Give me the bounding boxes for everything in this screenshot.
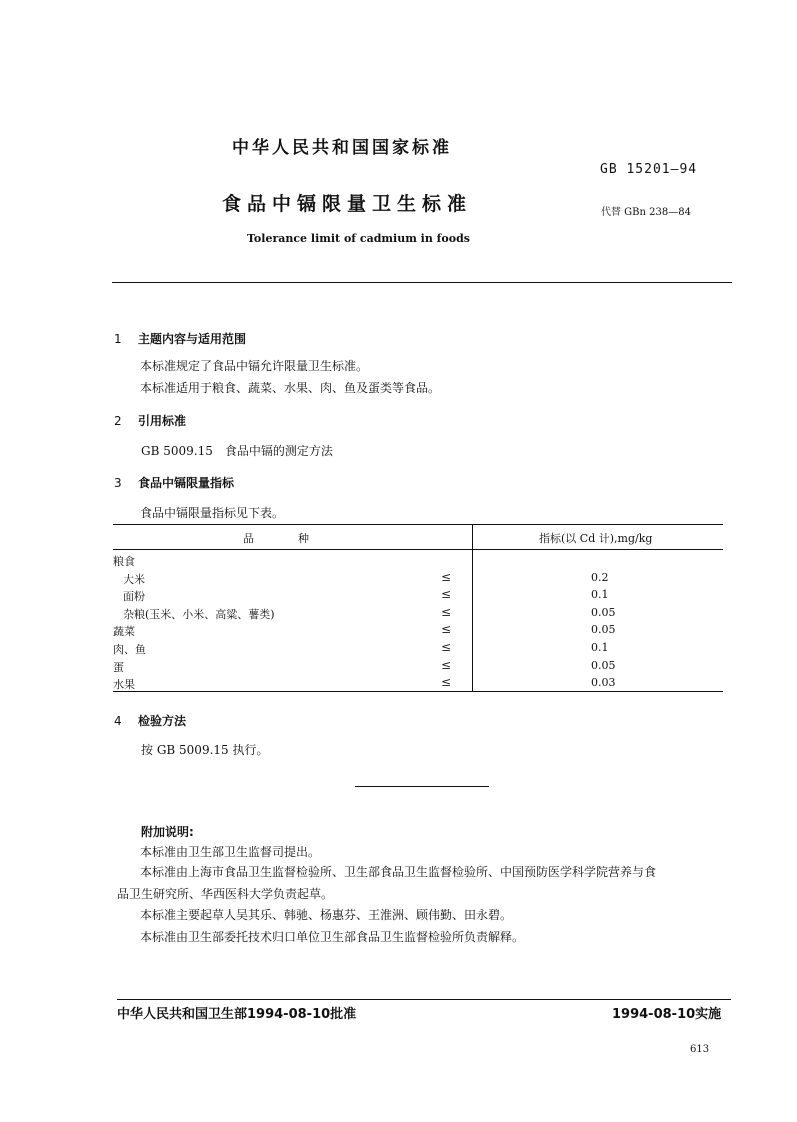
note-line: 本标准由卫生部委托技术归口单位卫生部食品卫生监督检验所负责解释。	[140, 930, 525, 944]
food-category: 杂粮(玉米、小米、高粱、薯类)	[123, 607, 275, 621]
header-char: 品	[243, 532, 254, 545]
table-row	[113, 606, 723, 623]
less-equal-sign: ≤	[441, 604, 452, 619]
test-method-text: 按 GB 5009.15 执行。	[141, 743, 269, 757]
note-line: 品卫生研究所、华西医科大学负责起草。	[117, 887, 334, 901]
section-number: 4	[114, 714, 122, 728]
section-1-paragraph: 本标准适用于粮食、蔬菜、水果、肉、鱼及蛋类等食品。	[140, 381, 441, 395]
less-equal-sign: ≤	[441, 622, 452, 637]
less-equal-sign: ≤	[441, 640, 452, 654]
section-title: 主题内容与适用范围	[138, 332, 247, 346]
replaces-note: 代替 GBn 238—84	[601, 207, 691, 218]
table-header-rule	[113, 549, 723, 550]
footer-divider	[117, 999, 731, 1000]
limit-value: 0.2	[591, 570, 609, 584]
reference-standard	[141, 442, 333, 459]
limit-value: 0.1	[591, 588, 609, 602]
section-number: 1	[114, 332, 122, 346]
end-of-text-rule	[355, 786, 489, 787]
less-equal-sign: ≤	[441, 657, 452, 672]
section-3-intro: 食品中镉限量指标见下表。	[140, 506, 285, 520]
less-equal-sign: ≤	[441, 675, 452, 690]
section-1-paragraph: 本标准规定了食品中镉允许限量卫生标准。	[140, 359, 369, 373]
table-header-category	[243, 530, 309, 546]
food-category: 大米	[123, 572, 145, 586]
table-row	[113, 588, 723, 605]
limit-value: 0.03	[591, 676, 616, 690]
limit-value: 0.1	[591, 641, 609, 654]
table-row	[113, 623, 723, 640]
table-row	[113, 553, 723, 570]
standard-title-english: Tolerance limit of cadmium in foods	[247, 232, 470, 245]
table-row	[113, 676, 723, 693]
section-title: 食品中镉限量指标	[138, 476, 235, 490]
reference-title: 食品中镉的测定方法	[224, 444, 333, 458]
less-equal-sign: ≤	[441, 587, 452, 602]
note-line: 本标准由卫生部卫生监督司提出。	[140, 845, 321, 859]
food-category: 粮食	[113, 555, 135, 568]
section-2-heading	[114, 412, 186, 429]
reference-code: GB 5009.15	[141, 444, 213, 458]
implementation-date: 1994-08-10实施	[612, 1007, 722, 1022]
section-4-heading	[114, 712, 186, 729]
table-header-limit: 指标(以 Cd 计),mg/kg	[539, 532, 653, 545]
section-title: 引用标准	[138, 414, 187, 428]
page-number: 613	[690, 1044, 710, 1055]
limit-value: 0.05	[591, 605, 616, 619]
header-divider	[112, 282, 732, 283]
table-row	[113, 571, 723, 588]
food-category: 蛋	[113, 660, 124, 674]
food-category: 肉、鱼	[113, 643, 146, 656]
additional-notes-title: 附加说明:	[141, 825, 194, 839]
cadmium-limit-table	[113, 524, 723, 692]
limit-value: 0.05	[591, 623, 616, 637]
section-number: 3	[114, 476, 122, 490]
less-equal-sign: ≤	[441, 569, 452, 584]
section-3-heading	[114, 474, 234, 491]
section-number: 2	[114, 414, 122, 428]
food-category: 水果	[113, 678, 135, 692]
table-row	[113, 641, 723, 658]
section-1-heading	[114, 330, 246, 347]
approval-line: 中华人民共和国卫生部1994-08-10批准	[117, 1007, 357, 1022]
header-char: 种	[298, 532, 309, 545]
food-category: 面粉	[123, 590, 145, 604]
section-title: 检验方法	[138, 714, 187, 728]
standard-title: 食品中镉限量卫生标准	[222, 193, 473, 215]
limit-value: 0.05	[591, 658, 616, 672]
national-standard-heading: 中华人民共和国国家标准	[232, 138, 452, 158]
food-category: 蔬菜	[113, 625, 135, 639]
table-row	[113, 659, 723, 676]
note-line: 本标准由上海市食品卫生监督检验所、卫生部食品卫生监督检验所、中国预防医学科学院营养与食	[140, 865, 657, 879]
standard-code: GB 15201—94	[600, 162, 698, 177]
note-line: 本标准主要起草人吴其乐、韩驰、杨惠芬、王淮洲、顾伟勤、田永碧。	[140, 908, 513, 922]
